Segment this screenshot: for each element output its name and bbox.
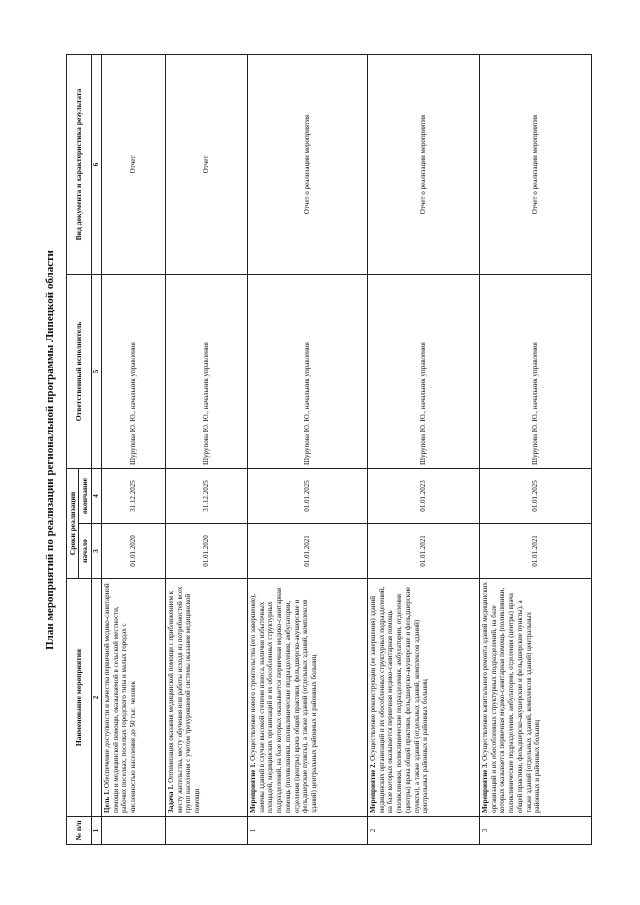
header-responsible: Ответственный исполнитель — [67, 275, 92, 469]
row-responsible: Шурупова Ю. Ю., начальник управления — [101, 275, 165, 469]
row-end: 01.01.2023 — [367, 469, 479, 524]
row-num — [165, 817, 247, 845]
row-name — [479, 579, 591, 817]
header-period: Сроки реализации — [67, 469, 79, 579]
table-row — [479, 55, 591, 845]
row-result: Отчет о реализации мероприятия — [247, 55, 367, 275]
document-title: План мероприятий по реализации региональной программы Липецкой области — [44, 250, 56, 650]
header-end: окончание — [79, 469, 91, 524]
row-name-text: Оптимизация оказания медицинской помощи с приближением к месту жительства, месту обучения или работы исходя из потребностей всех групп населения с учетом трехуровневой системы оказания медицинской помощи — [166, 586, 201, 813]
row-num: 2 — [367, 817, 479, 845]
row-end: 31.12.2025 — [101, 469, 165, 524]
row-result: Отчет о реализации мероприятия — [367, 55, 479, 275]
row-name-text: Осуществление капитального ремонта зданий медицинских организаций и их обособленных структурных подразделений, на базе которых оказывается первичная медико-санитарная помощь (поликлиники, поликлинические подразделения, амбулатории, отделения (центры) врача общей практики, фельдшерско-акушерские и фельдшерские пункты), а также зданий (отдельных зданий, комплексов зданий) центральных районных и районных больниц — [480, 582, 542, 813]
col-number: 3 — [91, 524, 101, 579]
row-end: 01.01.2025 — [479, 469, 591, 524]
row-responsible: Шурупова Ю. Ю., начальник управления — [367, 275, 479, 469]
row-responsible: Шурупова Ю. Ю., начальник управления — [165, 275, 247, 469]
header-num: № п/п — [67, 817, 92, 845]
row-name — [165, 579, 247, 817]
row-num — [101, 817, 165, 845]
row-responsible: Шурупова Ю. Ю., начальник управления — [479, 275, 591, 469]
row-result: Отчет — [101, 55, 165, 275]
table-row — [367, 55, 479, 845]
row-name-label: Задача 1. — [166, 784, 175, 813]
row-num: 1 — [247, 817, 367, 845]
row-name-text: Осуществление реконструкции (ее завершения) зданий медицинских организаций и их обособленных структурных подразделений, на базе которых оказывается первичная медико-санитарная помощь (поликлиники, поликлинические подразделения, амбулатории, отделения (центры) врача общей практики, фельдшерско-акушерские и фельдшерские пункты), а также зданий (отдельных зданий, комплексов зданий) центральных районных и районных больниц — [368, 586, 430, 813]
row-start: 01.01.2021 — [367, 524, 479, 579]
header-name: Наименование мероприятия — [67, 579, 92, 817]
row-start: 01.01.2020 — [101, 524, 165, 579]
table-row — [101, 55, 165, 845]
table-row — [165, 55, 247, 845]
col-number: 6 — [91, 55, 101, 275]
header-start: начало — [79, 524, 91, 579]
row-name — [367, 579, 479, 817]
header-result: Вид документа и характеристика результата — [67, 55, 92, 275]
row-name — [247, 579, 367, 817]
row-name-label: Мероприятие 3. — [480, 762, 489, 813]
col-number: 2 — [91, 579, 101, 817]
document-page — [40, 55, 600, 845]
row-name-text: Осуществление нового строительства (его завершение), замены зданий в случае высокой степени износа, наличия избыточных площадей, медицинских организаций и их обособленных структурных подразделений, на базе которых оказывается первичная медико-санитарная помощь (поликлиники, поликлинические подразделения, амбулатории, отделения (центры) врача общей практики, фельдшерско-акушерские и фельдшерские пункты), а также зданий (отдельных зданий, комплексов зданий) центральных районных и районных больниц — [248, 587, 318, 813]
col-number: 5 — [91, 275, 101, 469]
row-result: Отчет о реализации мероприятия — [479, 55, 591, 275]
col-number: 1 — [91, 817, 101, 845]
row-name-label: Цель 1. — [102, 789, 111, 813]
table-row — [247, 55, 367, 845]
plan-table — [66, 54, 592, 845]
row-name-label: Мероприятие 1. — [248, 762, 257, 813]
row-start: 01.01.2021 — [479, 524, 591, 579]
row-start: 01.01.2021 — [247, 524, 367, 579]
row-start: 01.01.2020 — [165, 524, 247, 579]
col-number: 4 — [91, 469, 101, 524]
row-result: Отчет — [165, 55, 247, 275]
row-name — [101, 579, 165, 817]
column-number-row — [91, 55, 101, 845]
row-end: 01.01.2025 — [247, 469, 367, 524]
row-name-text: Обеспечение доступности и качества первичной медико-санитарной помощи и медицинской помощи, оказываемой в сельской местности, рабочих поселках, поселках городского типа и малых городах с численностью населения до 50 тыс. человек — [102, 583, 137, 813]
row-name-label: Мероприятие 2. — [368, 762, 377, 813]
row-num: 3 — [479, 817, 591, 845]
header-row — [67, 55, 79, 845]
row-responsible: Шурупова Ю. Ю., начальник управления — [247, 275, 367, 469]
row-end: 31.12.2025 — [165, 469, 247, 524]
